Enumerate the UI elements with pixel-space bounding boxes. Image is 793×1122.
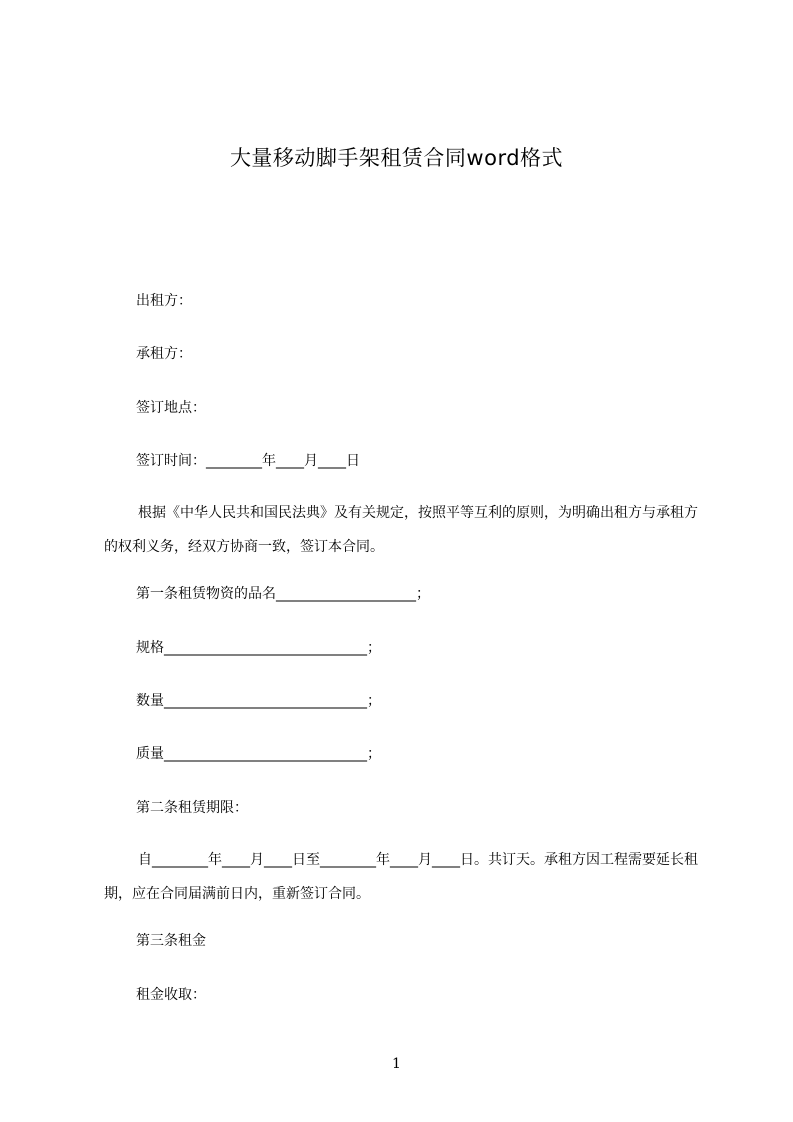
article-3-line: 第三条租金 [136,933,206,949]
rent-collection-line: 租金收取： [136,987,206,1003]
sign-place-line: 签订地点： [136,400,206,416]
sign-time-line: 签订时间：________年____月____日 [136,453,360,469]
spec-line: 规格_____________________________； [136,640,381,656]
quantity-line: 数量_____________________________； [136,693,381,709]
period-paragraph [104,843,704,911]
article-2-line: 第二条租赁期限： [136,800,248,816]
lessee-line: 承租方： [136,346,192,362]
document-title: 大量移动脚手架租赁合同word格式 [229,146,564,170]
quality-line: 质量_____________________________； [136,746,381,762]
preamble-text: 根据《中华人民共和国民法典》及有关规定，按照平等互利的原则，为明确出租方与承租方的权利义务，经双方协商一致，签订本合同。 [104,505,698,555]
page-number: 1 [392,1056,401,1072]
period-text: 自________年____月____日至________年____月____日。共订天。承租方因工程需要延长租期，应在合同届满前日内，重新签订合同。 [104,852,698,902]
lessor-line: 出租方： [136,293,192,309]
article-1-line: 第一条租赁物资的品名____________________； [136,586,430,602]
preamble-paragraph [104,496,704,564]
